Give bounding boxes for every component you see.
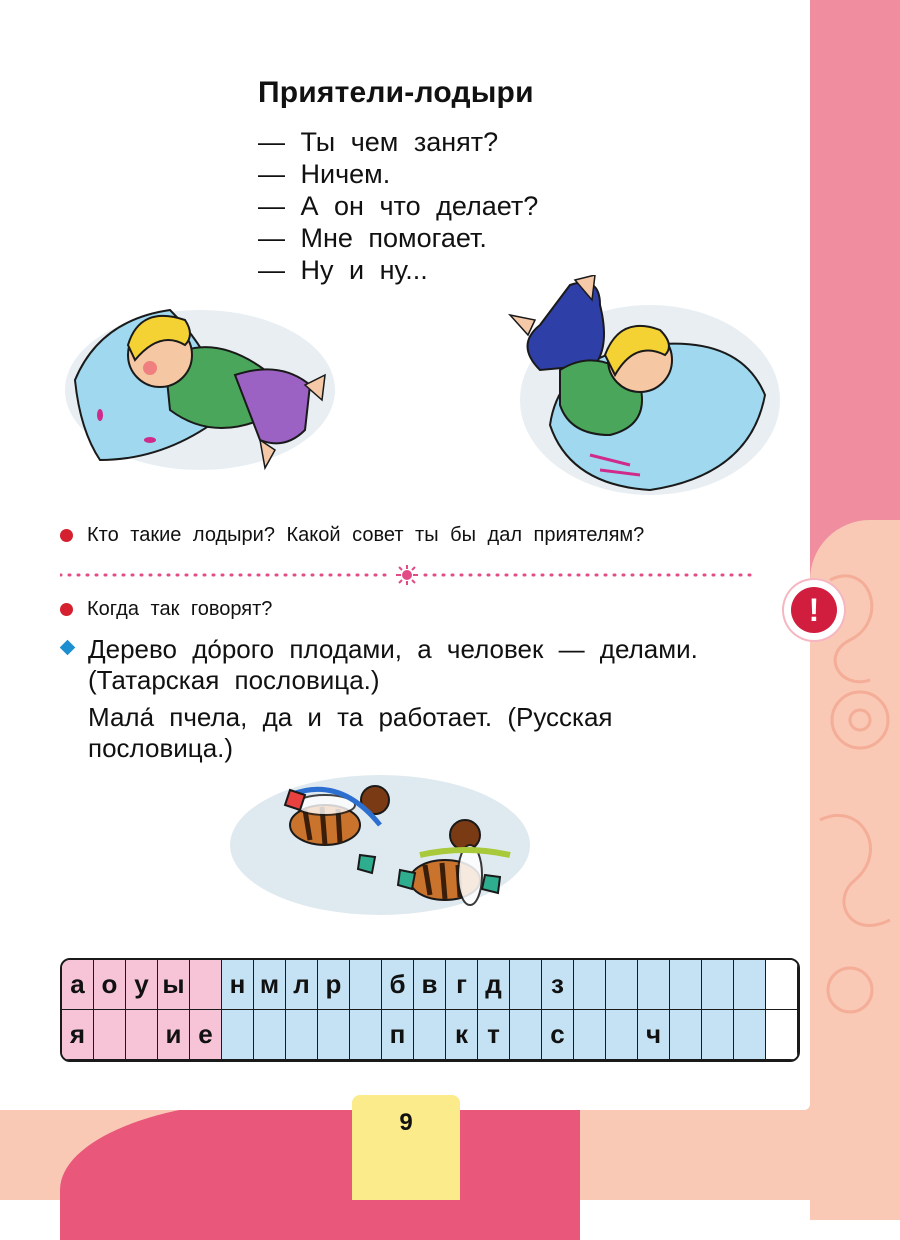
lazy-boy-left-illustration (60, 290, 335, 475)
letter-cell (126, 1010, 158, 1060)
question-lazy-advice (60, 524, 644, 547)
letter-cell: с (542, 1010, 574, 1060)
dialog-line: — Ничем. (258, 159, 391, 189)
letter-cell (734, 1010, 766, 1060)
letter-cell: т (478, 1010, 510, 1060)
letter-cell: а (62, 960, 94, 1010)
dialog-line: — Мне помогает. (258, 223, 487, 253)
letter-cell (350, 1010, 382, 1060)
letter-cell (766, 960, 798, 1010)
letter-cell: р (318, 960, 350, 1010)
exclamation-icon: ! (791, 587, 837, 633)
letter-cell (670, 960, 702, 1010)
letter-cell (574, 960, 606, 1010)
background-bottom-pink (60, 1100, 580, 1240)
letter-cell: и (158, 1010, 190, 1060)
letter-cell (702, 960, 734, 1010)
question-text: Когда так говорят? (87, 598, 273, 620)
letter-chart (60, 958, 800, 1062)
blue-diamond-bullet-icon (60, 640, 76, 656)
question-text: Кто такие лодыри? Какой совет ты бы дал приятелям? (87, 524, 645, 546)
letter-cell (702, 1010, 734, 1060)
letter-cell: н (222, 960, 254, 1010)
red-bullet-icon (60, 529, 73, 542)
letter-cell (190, 960, 222, 1010)
letter-cell (734, 960, 766, 1010)
dialog-line: — А он что делает? (258, 191, 539, 221)
letter-cell: м (254, 960, 286, 1010)
letter-cell (286, 1010, 318, 1060)
question-when-said (60, 598, 272, 621)
letter-cell: я (62, 1010, 94, 1060)
letter-cell (414, 1010, 446, 1060)
letter-cell (606, 1010, 638, 1060)
letter-cell: з (542, 960, 574, 1010)
letter-cell: е (190, 1010, 222, 1060)
letter-cell (254, 1010, 286, 1060)
dialog-line: — Ну и ну... (258, 255, 428, 285)
dialog-text (258, 126, 538, 286)
letter-cell: у (126, 960, 158, 1010)
page-number: 9 (352, 1095, 460, 1200)
letter-cell (510, 1010, 542, 1060)
letter-cell (606, 960, 638, 1010)
letter-cell: п (382, 1010, 414, 1060)
proverb-russian: Мала́ пчела, да и та работает. (Русская пословица.) (88, 702, 613, 763)
story-title: Приятели-лодыри (258, 76, 534, 109)
letter-cell (670, 1010, 702, 1060)
attention-badge (784, 580, 844, 640)
letter-cell (350, 960, 382, 1010)
proverbs-block (60, 634, 760, 770)
letter-cell (94, 1010, 126, 1060)
letter-cell: б (382, 960, 414, 1010)
letter-cell (510, 960, 542, 1010)
letter-cell (574, 1010, 606, 1060)
letter-cell: в (414, 960, 446, 1010)
letter-cell: ы (158, 960, 190, 1010)
letter-cell: ч (638, 1010, 670, 1060)
dotted-separator (60, 565, 755, 585)
letter-cell: д (478, 960, 510, 1010)
letter-cell (318, 1010, 350, 1060)
dialog-line: — Ты чем занят? (258, 127, 499, 157)
proverb-tatar: Дерево до́рого плодами, а человек — делами. (Татарская пословица.) (88, 634, 698, 695)
working-bees-illustration (230, 765, 540, 925)
letter-cell (766, 1010, 798, 1060)
letter-cell (222, 1010, 254, 1060)
letter-cell: к (446, 1010, 478, 1060)
letter-cell: л (286, 960, 318, 1010)
red-bullet-icon (60, 603, 73, 616)
letter-cell: о (94, 960, 126, 1010)
letter-cell: г (446, 960, 478, 1010)
lazy-boy-right-illustration (500, 275, 780, 500)
letter-cell (638, 960, 670, 1010)
